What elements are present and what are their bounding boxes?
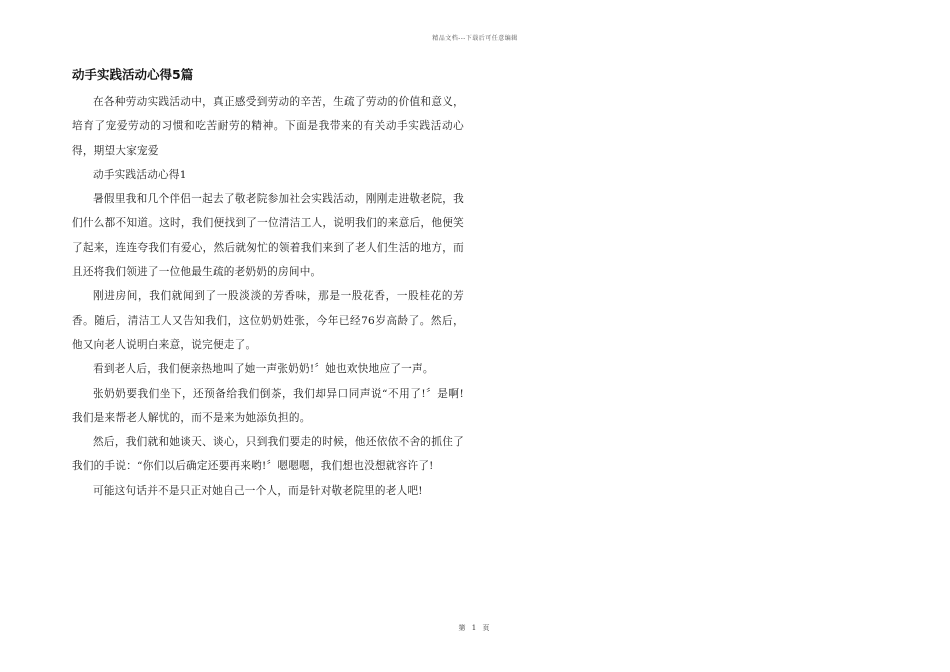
page-number: 第 1 页 — [458, 624, 492, 632]
document-body — [72, 64, 464, 503]
paragraph-intro: 在各种劳动实践活动中，真正感受到劳动的辛苦，生疏了劳动的价值和意义，培育了宠爱劳动的习惯和吃苦耐劳的精神。下面是我带来的有关动手实践活动心得，期望大家宠爱 — [72, 96, 464, 157]
header-note: 精品文档---下载后可任意编辑 — [432, 35, 518, 42]
document-title: 动手实践活动心得5篇 — [72, 67, 194, 82]
paragraph: 张奶奶要我们坐下，还预备给我们倒茶，我们却异口同声说“不用了!〞是啊!我们是来帮老人解忧的，而不是来为她添负担的。 — [72, 387, 464, 424]
paragraph: 看到老人后，我们便亲热地叫了她一声张奶奶!〞她也欢快地应了一声。 — [93, 363, 434, 376]
paragraph: 可能这句话并不是只正对她自己一个人，而是针对敬老院里的老人吧! — [93, 484, 423, 497]
paragraph: 刚进房间，我们就闻到了一股淡淡的芳香味，那是一股花香，一股桂花的芳香。随后，清洁工人又告知我们，这位奶奶姓张，今年已经76岁高龄了。然后，他又向老人说明白来意，说完便走了。 — [72, 290, 464, 351]
paragraph: 然后，我们就和她谈天、谈心，只到我们要走的时候，他还依依不舍的抓住了我们的手说：“你们以后确定还要再来哟!〞嗯嗯嗯，我们想也没想就容许了! — [72, 436, 464, 473]
paragraph: 暑假里我和几个伴侣一起去了敬老院参加社会实践活动，刚刚走进敬老院，我们什么都不知道。这时，我们便找到了一位清洁工人，说明我们的来意后，他便笑了起来，连连夸我们有爱心，然后就匆忙的领着我们来到了老人们生活的地方，而且还将我们领进了一位他最生疏的老奶奶的房间中。 — [72, 193, 464, 279]
section-heading: 动手实践活动心得1 — [93, 168, 187, 181]
